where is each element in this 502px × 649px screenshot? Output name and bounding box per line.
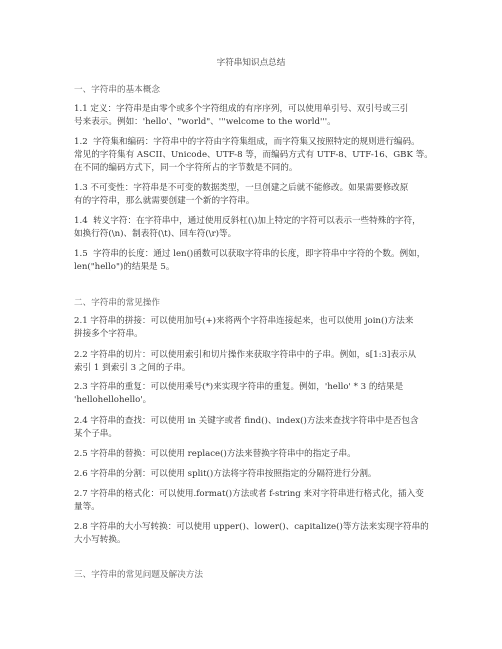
paragraph-1-4: 1.4 转义字符：在字符串中，通过使用反斜杠(\)加上特定的字符可以表示一些特殊的字符， 如换行符(\n)、制表符(\t)、回车符(\r)等。: [74, 216, 421, 239]
paragraph-2-8: 2.8 字符串的大小写转换：可以使用 upper()、lower()、capitalize()等方法来实现字符串的 大小写转换。: [74, 522, 429, 545]
paragraph-2-5: 2.5 字符串的替换：可以使用 replace()方法来替换字符串中的指定子串。: [74, 449, 356, 459]
paragraph-2-6: 2.6 字符串的分割：可以使用 split()方法将字符串按照指定的分隔符进行分割。: [74, 469, 377, 479]
page-title: 字符串知识点总结: [216, 58, 286, 68]
paragraph-1-5: 1.5 字符串的长度：通过 len()函数可以获取字符串的长度，即字符串中字符的个数。例如， len("hello")的结果是 5。: [74, 249, 426, 272]
paragraph-2-2: 2.2 字符串的切片：可以使用索引和切片操作来获取字符串中的子串。例如，s[1:3]表示从 索引 1 到索引 3 之间的子串。: [74, 350, 417, 373]
paragraph-1-2: 1.2 字符集和编码：字符串中的字符由字符集组成，而字符集又按照特定的规则进行编码。 常见的字符集有 ASCII、Unicode、UTF-8 等，而编码方式有 UTF-8、UTF-16、GBK 等。 在不同的编码方式下，同一个字符所占的字节数是不同的。: [74, 137, 433, 173]
paragraph-2-3: 2.3 字符串的重复：可以使用乘号(*)来实现字符串的重复。例如，'hello' * 3 的结果是 'hellohellohello'。: [74, 382, 404, 405]
section-heading-common-problems: 三、字符串的常见问题及解决方法: [74, 570, 203, 580]
paragraph-2-1: 2.1 字符串的拼接：可以使用加号(+)来将两个字符串连接起来，也可以使用 join()方法来 拼接多个字符串。: [74, 316, 414, 339]
section-heading-common-operations: 二、字符串的常见操作: [74, 298, 160, 308]
paragraph-2-4: 2.4 字符串的查找：可以使用 in 关键字或者 find()、index()方法来查找字符串中是否包含 某个子串。: [74, 416, 419, 439]
paragraph-1-3: 1.3 不可变性：字符串是不可变的数据类型，一旦创建之后就不能修改。如果需要修改原 有的字符串，那么就需要创建一个新的字符串。: [74, 183, 409, 206]
paragraph-2-7: 2.7 字符串的格式化：可以使用.format()方法或者 f-string 来对字符串进行格式化，插入变 量等。: [74, 489, 424, 512]
paragraph-1-1: 1.1 定义：字符串是由零个或多个字符组成的有序序列，可以使用单引号、双引号或三引 号来表示。例如：'hello'、"world"、'''welcome to the world'''。: [74, 104, 409, 127]
section-heading-basic-concepts: 一、字符串的基本概念: [74, 85, 160, 95]
